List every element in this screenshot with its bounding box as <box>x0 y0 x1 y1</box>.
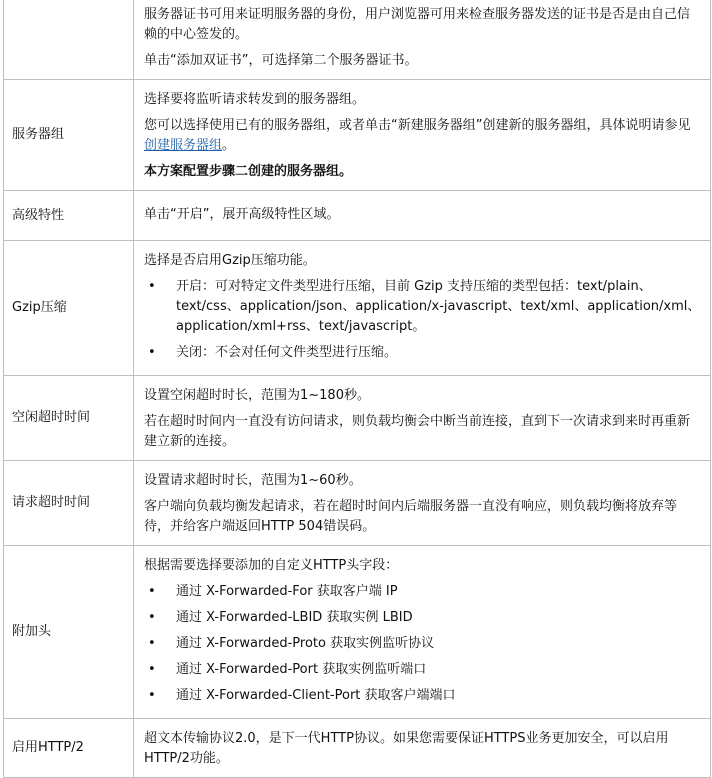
bullet-icon: • <box>148 279 156 294</box>
param-description-cell <box>134 0 711 80</box>
table-row-additional-headers <box>4 546 711 719</box>
param-name-cell: 请求超时时间 <box>4 461 134 546</box>
description-text: 设置请求超时时长，范围为1~60秒。 <box>144 473 362 488</box>
list-item-text: 开启：可对特定文件类型进行压缩，目前 Gzip 支持压缩的类型包括：text/plain、text/css、application/json、application/x-javascript、text/xml、application/xml、application/xml+rss、text/javascript。 <box>176 279 701 334</box>
table-row-gzip <box>4 241 711 376</box>
bullet-icon: • <box>148 584 156 599</box>
table-row-advanced-features <box>4 191 711 241</box>
bullet-icon: • <box>148 636 156 651</box>
param-name-cell <box>4 0 134 80</box>
description-text <box>144 116 702 156</box>
table-row-request-timeout <box>4 461 711 546</box>
list-item-text: 通过 X-Forwarded-For 获取客户端 IP <box>176 584 398 599</box>
list-item-text: 通过 X-Forwarded-Port 获取实例监听端口 <box>176 662 427 677</box>
parameter-table <box>3 0 711 778</box>
param-name-cell: 空闲超时时间 <box>4 376 134 461</box>
list-item <box>144 608 702 628</box>
description-text: 服务器证书可用来证明服务器的身份，用户浏览器可用来检查服务器发送的证书是否是由自己信赖的中心签发的。 <box>144 7 691 42</box>
description-text: 若在超时时间内一直没有访问请求，则负载均衡会中断当前连接，直到下一次请求到来时再重新建立新的连接。 <box>144 414 691 449</box>
list-item-text: 通过 X-Forwarded-Proto 获取实例监听协议 <box>176 636 435 651</box>
list-item <box>144 686 702 706</box>
param-description-cell <box>134 461 711 546</box>
description-text: 超文本传输协议2.0，是下一代HTTP协议。如果您需要保证HTTPS业务更加安全，可以启用HTTP/2功能。 <box>144 731 669 766</box>
table-row-enable-http2 <box>4 719 711 778</box>
table-row-server-group <box>4 80 711 191</box>
param-description-cell <box>134 376 711 461</box>
table-row-idle-timeout <box>4 376 711 461</box>
list-item <box>144 343 702 363</box>
param-description-cell <box>134 80 711 191</box>
description-text: 单击“开启”，展开高级特性区域。 <box>144 206 340 222</box>
description-note-bold: 本方案配置步骤二创建的服务器组。 <box>144 164 353 179</box>
list-item-text: 通过 X-Forwarded-LBID 获取实例 LBID <box>176 610 413 625</box>
description-text: 设置空闲超时时长，范围为1~180秒。 <box>144 388 370 403</box>
table-row-server-certificate <box>4 0 711 80</box>
list-item <box>144 634 702 654</box>
param-name-cell: 附加头 <box>4 546 134 719</box>
bullet-icon: • <box>148 662 156 677</box>
bullet-icon: • <box>148 345 156 360</box>
param-name-cell: 服务器组 <box>4 80 134 191</box>
list-item-text: 通过 X-Forwarded-Client-Port 获取客户端端口 <box>176 688 456 703</box>
list-item-text: 关闭：不会对任何文件类型进行压缩。 <box>176 345 398 360</box>
param-name-cell: 启用HTTP/2 <box>4 719 134 778</box>
param-name-cell: 高级特性 <box>4 191 134 241</box>
description-text: 单击“添加双证书”，可选择第二个服务器证书。 <box>144 53 418 68</box>
param-description-cell <box>134 719 711 778</box>
bullet-icon: • <box>148 688 156 703</box>
description-text-after-link: 。 <box>222 138 236 153</box>
param-name-cell: Gzip压缩 <box>4 241 134 376</box>
create-server-group-link[interactable]: 创建服务器组 <box>144 138 223 153</box>
param-description-cell <box>134 191 711 241</box>
list-item <box>144 277 702 337</box>
param-description-cell <box>134 241 711 376</box>
bullet-icon: • <box>148 610 156 625</box>
description-text: 选择是否启用Gzip压缩功能。 <box>144 253 316 268</box>
bullet-list <box>144 277 702 363</box>
list-item <box>144 582 702 602</box>
description-text: 根据需要选择要添加的自定义HTTP头字段： <box>144 558 399 573</box>
description-text: 选择要将监听请求转发到的服务器组。 <box>144 92 366 107</box>
param-description-cell <box>134 546 711 719</box>
description-text-before-link: 您可以选择使用已有的服务器组，或者单击“新建服务器组”创建新的服务器组，具体说明请参见 <box>144 118 691 133</box>
bullet-list <box>144 582 702 706</box>
list-item <box>144 660 702 680</box>
description-text: 客户端向负载均衡发起请求，若在超时时间内后端服务器一直没有响应，则负载均衡将放弃等待，并给客户端返回HTTP 504错误码。 <box>144 499 678 534</box>
